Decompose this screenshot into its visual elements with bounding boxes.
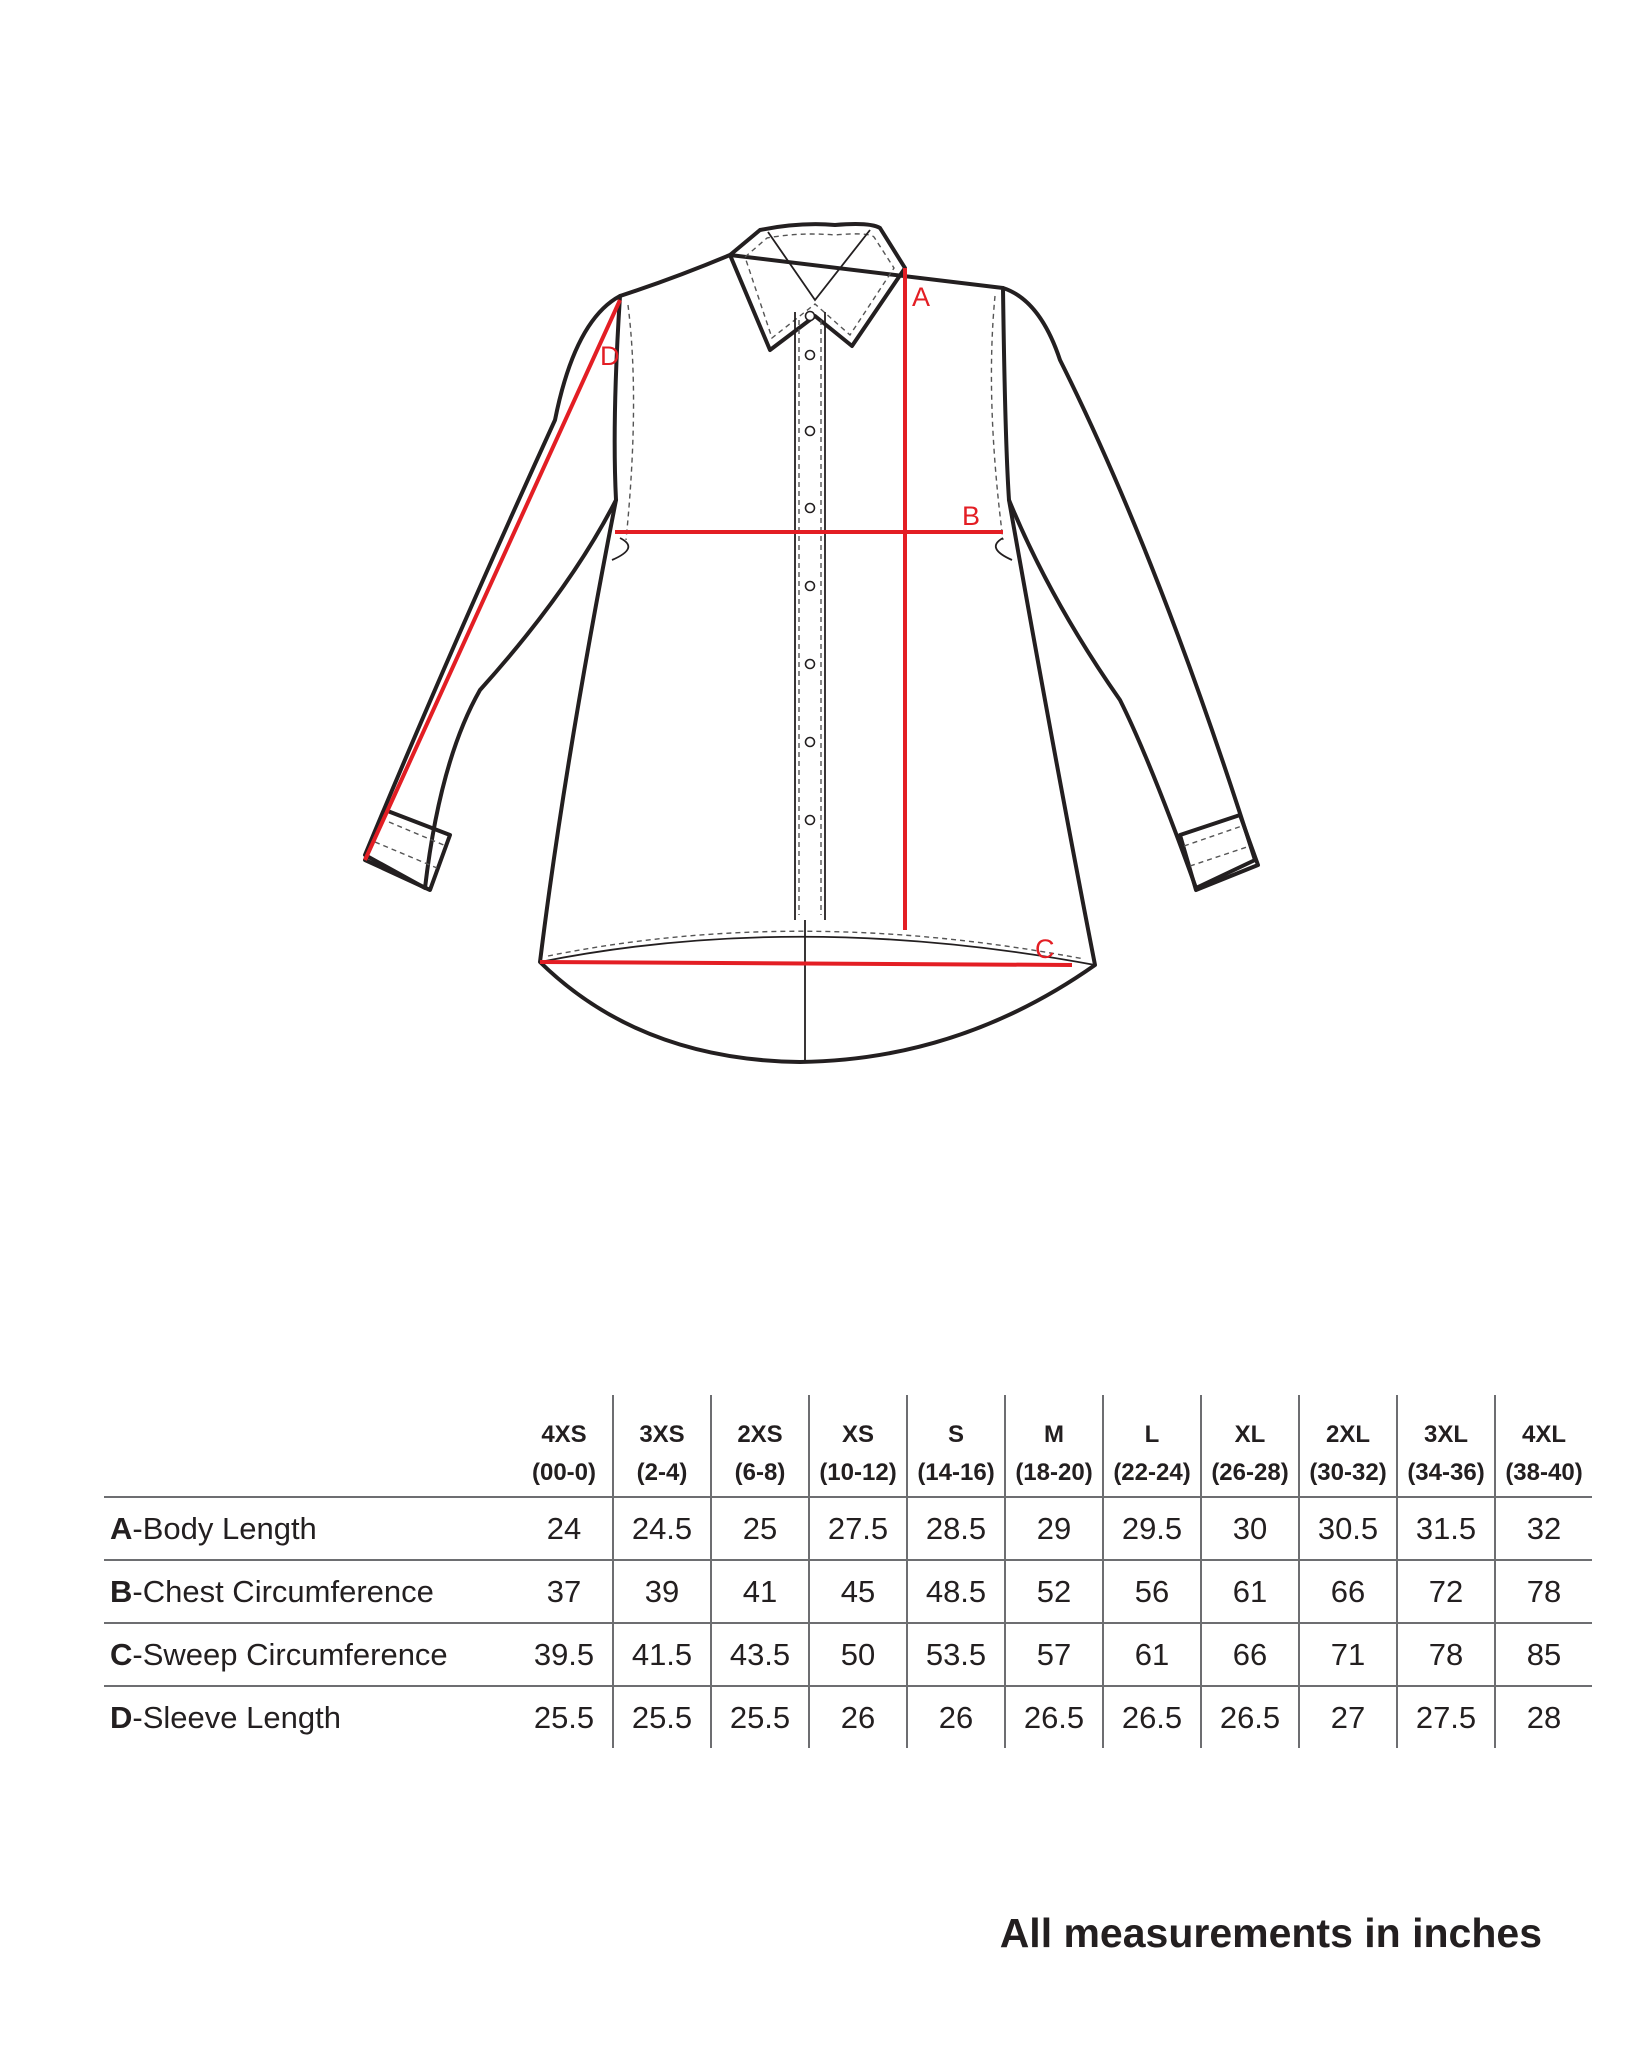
measurement-value: 52 (1005, 1560, 1103, 1623)
measurement-value: 78 (1495, 1560, 1592, 1623)
measurement-value: 48.5 (907, 1560, 1005, 1623)
measurement-value: 43.5 (711, 1623, 809, 1686)
size-name: M (1044, 1421, 1064, 1448)
size-header-3xs (613, 1395, 711, 1497)
size-range: (14-16) (917, 1459, 995, 1486)
measurement-value: 39.5 (533, 1636, 595, 1672)
size-header-xs (809, 1395, 907, 1497)
measure-label-c: C (1035, 934, 1055, 964)
measurement-value: 61 (1103, 1623, 1201, 1686)
measurement-row-d (104, 1686, 1592, 1748)
measurement-value: 30.5 (1299, 1497, 1397, 1560)
size-range: (34-36) (1407, 1459, 1485, 1486)
measurement-value: 29.5 (1103, 1497, 1201, 1560)
measurement-name: -Chest Circumference (132, 1573, 434, 1609)
measurement-value: 66 (1299, 1560, 1397, 1623)
size-name: 2XS (737, 1421, 783, 1448)
size-range: (10-12) (819, 1459, 897, 1486)
measure-line-sweep (540, 962, 1072, 965)
measurement-value: 29 (1005, 1497, 1103, 1560)
measurement-row-a (104, 1497, 1592, 1560)
measurement-value: 85 (1495, 1623, 1592, 1686)
size-range: (18-20) (1015, 1459, 1093, 1486)
size-header-3xl (1397, 1395, 1495, 1497)
measure-label-d: D (600, 341, 620, 371)
right-cuff (1180, 815, 1258, 890)
measurement-value: 37 (546, 1573, 582, 1609)
measurement-name: -Sweep Circumference (132, 1636, 448, 1672)
header-spacer (104, 1395, 516, 1497)
measurement-value: 24.5 (613, 1497, 711, 1560)
measurement-label (104, 1497, 516, 1560)
size-header-xl (1201, 1395, 1299, 1497)
size-name: 3XL (1423, 1421, 1468, 1448)
measurement-row-b (104, 1560, 1592, 1623)
measurement-value: 24 (546, 1510, 582, 1546)
measurement-value: 61 (1201, 1560, 1299, 1623)
measurement-value: 39 (613, 1560, 711, 1623)
size-chart-table (104, 1395, 1592, 1748)
measurement-row-c (104, 1623, 1592, 1686)
measurement-label (104, 1560, 516, 1623)
measurement-value: 41 (711, 1560, 809, 1623)
measurement-value: 41.5 (613, 1623, 711, 1686)
size-name: XS (841, 1421, 874, 1448)
measurement-value: 57 (1005, 1623, 1103, 1686)
measurement-value: 27.5 (809, 1497, 907, 1560)
size-name: XL (1234, 1421, 1266, 1448)
measurement-value: 27.5 (1397, 1686, 1495, 1748)
size-header-4xl (1495, 1395, 1592, 1497)
measurement-value: 26 (907, 1686, 1005, 1748)
measurement-value: 25 (711, 1497, 809, 1560)
measurement-value: 50 (809, 1623, 907, 1686)
measure-label-b: B (962, 501, 981, 531)
measurement-value: 71 (1299, 1623, 1397, 1686)
measurement-label (104, 1623, 516, 1686)
size-name: 4XS (541, 1421, 587, 1448)
size-range: (6-8) (734, 1459, 786, 1486)
size-name: 3XS (639, 1421, 685, 1448)
measurement-value: 25.5 (613, 1686, 711, 1748)
size-name: 4XL (1521, 1421, 1566, 1448)
size-range: (26-28) (1211, 1459, 1289, 1486)
shirt-body-outline (540, 255, 1095, 1062)
measurement-value: 32 (1495, 1497, 1592, 1560)
units-footnote: All measurements in inches (999, 1910, 1542, 1956)
size-range: (22-24) (1113, 1459, 1191, 1486)
measurement-value: 26.5 (1201, 1686, 1299, 1748)
measurement-value: 56 (1103, 1560, 1201, 1623)
measurement-value: 53.5 (907, 1623, 1005, 1686)
size-header-2xl (1299, 1395, 1397, 1497)
size-name: L (1144, 1421, 1160, 1448)
measurement-value: 30 (1201, 1497, 1299, 1560)
measurement-value: 28.5 (907, 1497, 1005, 1560)
size-range: (00-0) (531, 1459, 597, 1486)
shirt-collar (730, 224, 905, 350)
size-header-2xs (711, 1395, 809, 1497)
measurement-name: -Sleeve Length (132, 1699, 341, 1735)
measurement-value: 66 (1201, 1623, 1299, 1686)
size-header-4xs (516, 1395, 613, 1497)
measurement-value: 25.5 (533, 1699, 595, 1735)
measurement-value: 27 (1299, 1686, 1397, 1748)
measurement-value: 72 (1397, 1560, 1495, 1623)
measurement-value: 26.5 (1005, 1686, 1103, 1748)
size-name: S (947, 1421, 964, 1448)
size-header-s (907, 1395, 1005, 1497)
measurement-code: C (110, 1636, 133, 1672)
measurement-label (104, 1686, 516, 1748)
size-header-m (1005, 1395, 1103, 1497)
size-range: (38-40) (1505, 1459, 1583, 1486)
measurement-code: D (110, 1699, 133, 1735)
measurement-value: 28 (1495, 1686, 1592, 1748)
measurement-value: 31.5 (1397, 1497, 1495, 1560)
measurement-value: 45 (809, 1560, 907, 1623)
measurement-value: 26.5 (1103, 1686, 1201, 1748)
size-header-row (104, 1395, 1592, 1497)
measurement-code: A (110, 1510, 133, 1546)
size-range: (2-4) (636, 1459, 688, 1486)
right-sleeve-outline (1003, 288, 1255, 888)
measure-line-sleeve (365, 300, 620, 860)
measurement-value: 26 (809, 1686, 907, 1748)
measurement-value: 25.5 (711, 1686, 809, 1748)
shirt-buttons (806, 312, 815, 825)
measurement-name: -Body Length (132, 1510, 317, 1546)
size-range: (30-32) (1309, 1459, 1387, 1486)
measurement-value: 78 (1397, 1623, 1495, 1686)
size-header-l (1103, 1395, 1201, 1497)
measure-label-a: A (912, 282, 931, 312)
size-name: 2XL (1325, 1421, 1370, 1448)
measurement-code: B (110, 1573, 133, 1609)
